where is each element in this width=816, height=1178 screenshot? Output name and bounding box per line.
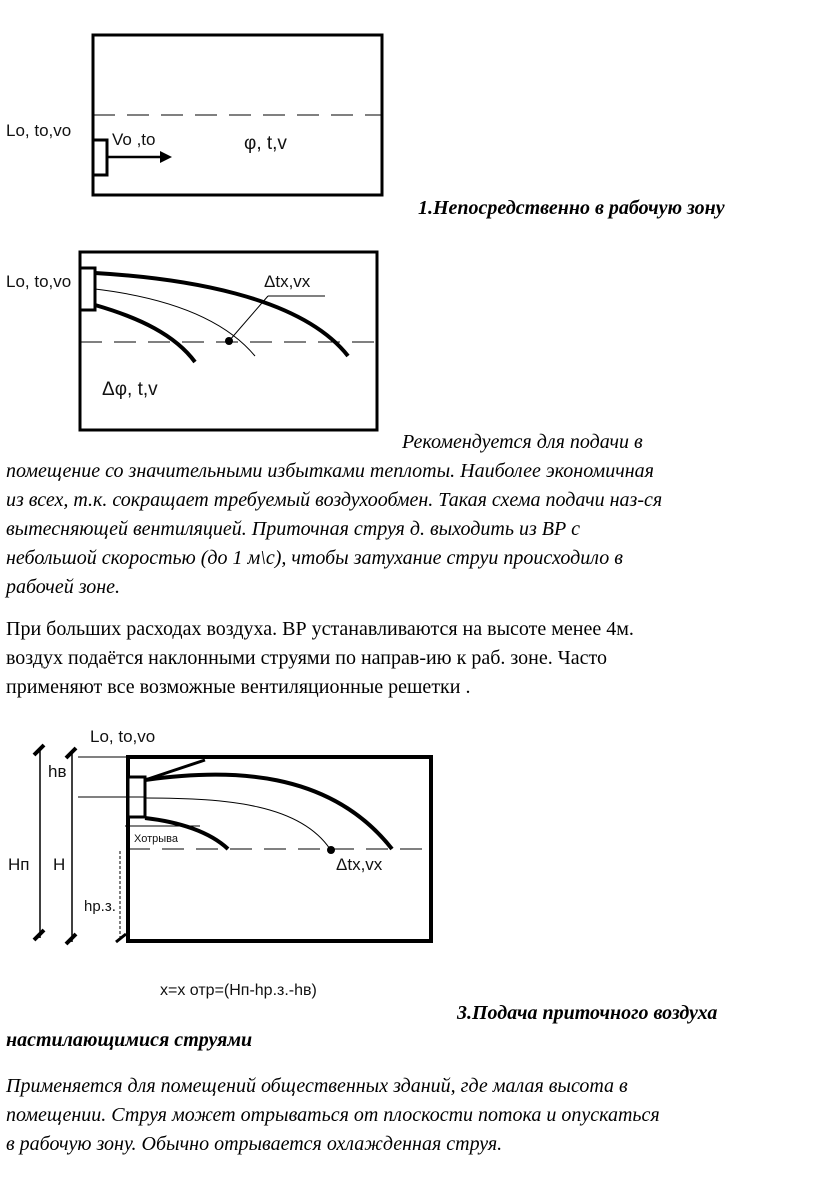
fig3-supply-label: Lo, to,vo [90, 727, 156, 746]
fig1-air-outlet [93, 140, 107, 175]
paragraph-1 [6, 428, 812, 602]
fig1-supply-label: Lo, to,vo [6, 121, 72, 140]
fig1-arrow-head [160, 151, 172, 163]
paragraph-1-line-0: Рекомендуется для подачи в [402, 431, 643, 453]
fig2-jet-label: Δtx,vx [264, 272, 311, 291]
fig2-room-label: Δφ, t,v [102, 379, 158, 400]
fig3-hv-label: hв [48, 762, 67, 781]
fig3-hrz-tick-bottom [116, 934, 126, 942]
fig1-room-label: φ, t,v [244, 133, 287, 154]
paragraph-2-line-2: применяют все возможные вентиляционные решетки . [6, 676, 471, 698]
fig2-jet-lower-edge [95, 305, 195, 362]
paragraph-2-line-1: воздух подаётся наклонными струями по направ-ию к раб. зоне. Часто [6, 647, 607, 669]
fig1-caption: 1.Непосредственно в рабочую зону [418, 197, 725, 219]
fig3-jet-label: Δtx,vx [336, 855, 383, 874]
fig3-caption-end: настилающимися струями [6, 1029, 253, 1051]
paragraph-2-line-0: При больших расходах воздуха. ВР устанавливаются на высоте менее 4м. [6, 618, 634, 640]
fig3-h-tick-top [66, 748, 76, 758]
fig2-jet-axis [95, 289, 255, 356]
fig2-label-leader [229, 296, 268, 341]
fig3-caption-start: 3.Подача приточного воздуха [457, 1002, 718, 1024]
paragraph-1-line-3: вытесняющей вентиляцией. Приточная струя д. выходить из ВР с [6, 518, 581, 540]
fig3-hp-tick-top [34, 745, 44, 755]
fig3-hp-label: Hп [8, 855, 30, 874]
paragraph-1-line-5: рабочей зоне. [6, 576, 121, 598]
paragraph-2 [6, 615, 812, 702]
paragraph-3-line-0: Применяется для помещений общественных зданий, где малая высота в [6, 1075, 628, 1097]
fig3-jet-upper-edge [145, 775, 392, 849]
fig3-formula: x=x отр=(Hп-hр.з.-hв) [160, 982, 317, 999]
paragraph-1-line-1: помещение со значительными избытками теплоты. Наиболее экономичная [6, 460, 654, 482]
fig3-hp-tick-bottom [34, 930, 44, 940]
fig2-supply-label: Lo, to,vo [6, 272, 72, 291]
fig3-h-label: H [53, 855, 66, 874]
fig2-air-outlet [80, 268, 95, 310]
fig3-h-tick-bottom [66, 934, 76, 944]
fig3-x-label: Хотрыва [134, 833, 178, 845]
paragraph-1-line-4: небольшой скоростью (до 1 м\с), чтобы затухание струи происходило в [6, 547, 623, 569]
paragraph-3-line-2: в рабочую зону. Обычно отрывается охлажденная струя. [6, 1133, 503, 1155]
fig3-hrz-label: hр.з. [84, 898, 116, 915]
fig3-point-marker [327, 846, 335, 854]
fig1-jet-label: Vo ,to [112, 130, 156, 149]
paragraph-3-line-1: помещении. Струя может отрываться от плоскости потока и опускаться [6, 1104, 660, 1126]
paragraph-1-line-2: из всех, т.к. сокращает требуемый воздухообмен. Такая схема подачи наз-ся [6, 489, 663, 511]
paragraph-3 [6, 1072, 812, 1159]
